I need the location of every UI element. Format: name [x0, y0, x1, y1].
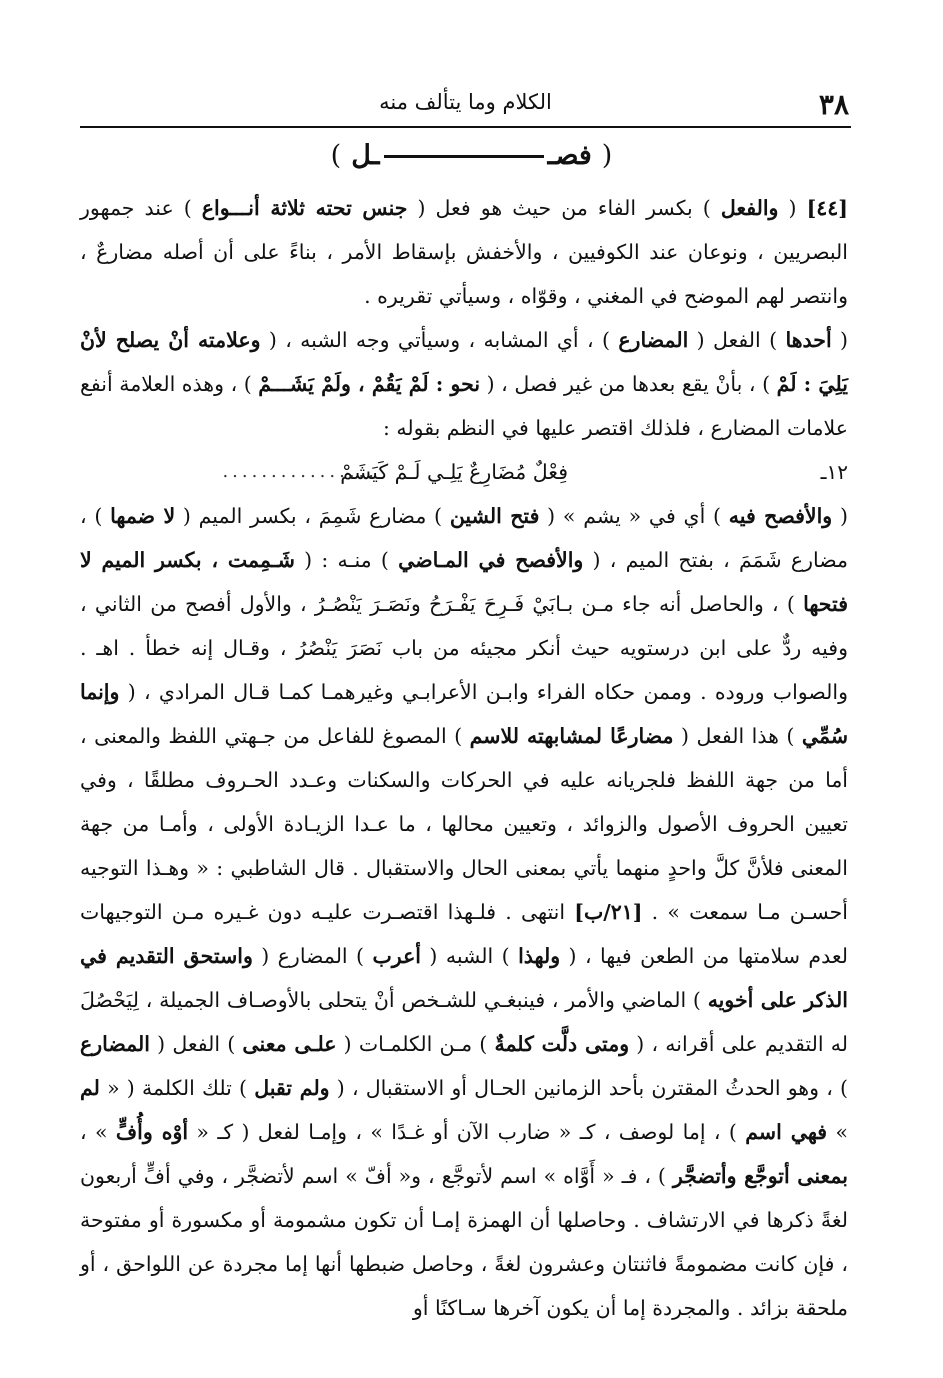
bold-term: ولهذا: [518, 944, 561, 968]
verse-ellipsis: ................: [222, 461, 378, 482]
text-run: ) ، إما لوصف ، كـ « ضارب الآن أو غـدًا » ، وإمـا لفعل ( كـ «: [188, 1120, 746, 1144]
bold-term: المضارع: [618, 328, 689, 352]
bold-term: فهي اسم: [745, 1120, 828, 1144]
text-run: ) الشبه (: [421, 944, 519, 968]
heading-open-paren: (: [601, 140, 613, 171]
folio-reference: [٢١/ب]: [574, 900, 643, 924]
heading-word-end: ـل: [351, 140, 380, 171]
paragraph-marker: [٤٤]: [806, 196, 848, 220]
bold-term: ومتى دلَّت كلمةٌ: [494, 1032, 630, 1056]
text-run: ) منـه : (: [294, 548, 399, 572]
verse-text: فِعْلٌ مُضَارِعٌ يَلِـي لَـمْ كَيَشَمْ: [340, 460, 568, 484]
paragraph-1: [80, 186, 848, 318]
paragraph-2: [80, 318, 848, 450]
bold-term: أعرب: [372, 944, 422, 968]
text-run: ) عند جمهور البصريين ، ونوعان عند الكوفيين ، والأخفش بإسقاط الأمر ، بناءً على أن أصله مضارعٌ ، وانتصر لهم الموضح في المغني ، وقوّاه ، وسيأتي تقريره .: [80, 196, 848, 308]
bold-term: أوْه وأُفٍّ: [115, 1120, 189, 1144]
bold-term: علـى معنى: [242, 1032, 337, 1056]
bold-term: واستحق التقديم في الذكر على أخويه: [80, 944, 848, 1012]
bold-term: مضارعًا لمشابهته للاسم: [469, 724, 674, 748]
bold-term: بمعنى أتوجَّع وأتضجَّر: [672, 1164, 848, 1188]
text-run: ) المصوغ للفاعل من جـهتي اللفظ والمعنى ، أما من جهة اللفظ فلجريانه عليه في الحركات والسكنات وعـدد الحـروف مطلقًا ، وفي تعيين الحروف الأصول والزوائد ، وتعيين محالها ، ما عـدا الزيـادة الأولى ، وأمـا من جهة المعنى فلأنَّ كلَّ واحدٍ منهما يأتي بمعنى الحال والاستقبال . قال الشاطبي : « وهـذا التوجيه أحسـن مـا سمعت » .: [80, 724, 848, 924]
text-run: ) ، وهو الحدثُ المقترن بأحد الزمانين الحـال أو الاستقبال ، (: [329, 1076, 849, 1100]
page-number: ٣٨: [818, 88, 849, 121]
verse-line: [80, 450, 848, 494]
bold-term: فتح الشين: [449, 504, 540, 528]
body-text: [80, 186, 848, 1330]
text-run: ) مـن الكلمـات (: [336, 1032, 495, 1056]
heading-kashida-line: [384, 155, 544, 158]
bold-term: أحدها: [785, 328, 832, 352]
header-title: الكلام وما يتألف منه: [379, 90, 552, 114]
bold-term: والفعل: [720, 196, 779, 220]
bold-term: ولم تقبل: [254, 1076, 330, 1100]
bold-term: والأفصح في المـاضي: [398, 548, 584, 572]
bold-term: وإنما سُمِّي: [80, 680, 848, 748]
text-run: (: [831, 328, 848, 352]
bold-term: والأفصح فيه: [728, 504, 833, 528]
bold-term: لم: [80, 1076, 100, 1100]
text-run: (: [778, 196, 797, 220]
text-run: »: [827, 1120, 848, 1144]
section-heading: [0, 140, 943, 171]
text-run: ) مضارع شَمِمَ ، بكسر الميم (: [175, 504, 450, 528]
bold-term: المضارع: [80, 1032, 150, 1056]
bold-term: وعلامته أنْ يصلح لأنْ يَلِيَ : لَمْ: [80, 328, 848, 396]
text-run: ) ، فـ « أَوَّاه » اسم لأتوجَّع ، و« أفّ » اسم لأتضجَّر ، وفي أفٍّ أربعون لغةً ذكرها في الارتشاف . وحاصلها أن الهمزة إمـا أن تكون مشمومة أو مكسورة أو مفتوحة ، فإن كانت مضمومةً فاثنتان وعشرون لغةً ، وحاصل ضبطها أنها إما مجردة عن اللواحق ، أو ملحقة بزائد . والمجردة إما أن يكون آخرها سـاكنًا أو: [80, 1164, 848, 1320]
text-run: ) ، والحاصل أنه جاء مـن بـابَيْ فَـرِحَ يَفْـرَحُ ونَصَـرَ يَنْصُـرُ ، والأول أفصح من الثاني ، وفيه ردٌّ على ابن درستويه حيث أنكر مجيئه من باب نَصَرَ يَنْصُرُ ، وقـال إنه خطأ . اهـ . والصواب وروده . وممن حكاه الفراء وابـن الأعرابـي وغيرهمـا كمـا قـال المرادي ، (: [80, 592, 848, 704]
text-run: ) بكسر الفاء من حيث هو فعل (: [407, 196, 721, 220]
text-run: (: [832, 504, 848, 528]
heading-close-paren: ): [330, 140, 342, 171]
bold-term: جنس تحته ثلاثة أنـــواع: [201, 196, 408, 220]
text-run: ) الماضي والأمر ، فينبغـي للشـخص أنْ يتحلى بالأوصـاف الجميلة ، لِيَحْصُلَ له التقديم على أقرانه ، (: [80, 988, 848, 1056]
text-run: ) تلك الكلمة ( «: [99, 1076, 255, 1100]
running-header: [80, 86, 851, 128]
heading-word-start: فصـ: [547, 140, 592, 171]
bold-term: شَـمِمت ، بكسر الميم لا فتحها: [80, 548, 848, 616]
verse-number: ١٢ـ: [820, 460, 848, 484]
text-run: ) ، بأنْ يقع بعدها من غير فصل ، (: [480, 372, 777, 396]
bold-term: لا ضمها: [110, 504, 176, 528]
text-run: ) الفعل (: [688, 328, 786, 352]
text-run: » ،: [80, 1120, 116, 1144]
text-run: ) هذا الفعل (: [673, 724, 802, 748]
text-run: ) ، أي المشابه ، وسيأتي وجه الشبه ، (: [260, 328, 619, 352]
text-run: ) أي في « يشم » (: [539, 504, 729, 528]
text-run: ) ، وهذه العلامة أنفع علامات المضارع ، فلذلك اقتصر عليها في النظم بقوله :: [80, 372, 848, 440]
paragraph-3: [80, 494, 848, 1330]
text-run: ) المضارع (: [252, 944, 373, 968]
text-run: انتهى . فلـهذا اقتصـرت عليـه دون غـيره مـن التوجيهات لعدم سلامتها من الطعن فيها ، (: [80, 900, 849, 968]
text-run: ) الفعل (: [149, 1032, 243, 1056]
text-run: ) ، مضارع شَمَمَ ، بفتح الميم ، (: [80, 504, 848, 572]
bold-term: نحو : لَمْ يَقُمْ ، ولَمْ يَشَـــمْ: [258, 372, 481, 396]
